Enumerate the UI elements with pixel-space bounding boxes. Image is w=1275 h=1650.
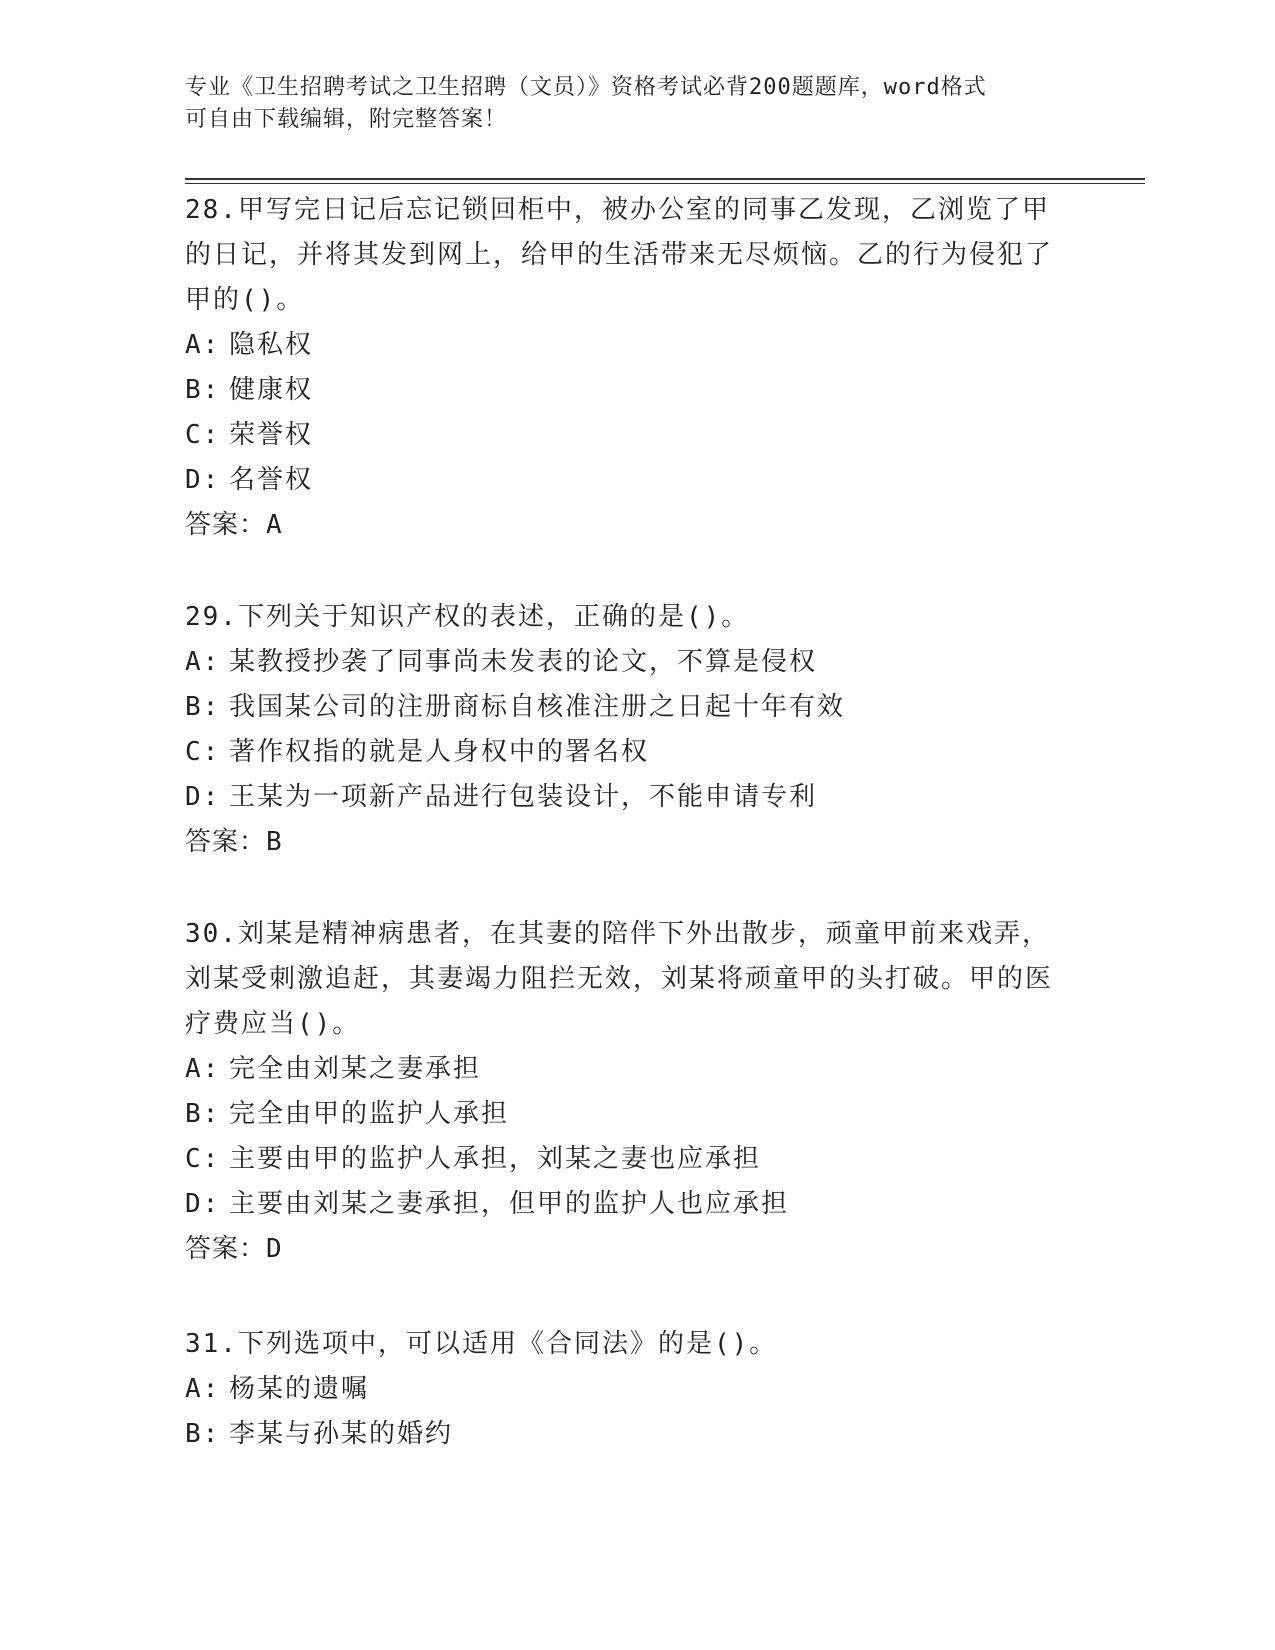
answer-value: B [266,827,283,857]
answer-line [185,503,1065,548]
option-letter: A: [185,330,221,360]
question-stem: 29.下列关于知识产权的表述，正确的是()。 [185,602,750,632]
option-text: 王某为一项新产品进行包装设计，不能申请专利 [229,782,818,812]
option-letter: C: [185,1144,221,1174]
header-line-1: 专业《卫生招聘考试之卫生招聘（文员）》资格考试必背200题题库，word格式 [185,75,987,100]
question-30 [185,912,1065,1272]
option-text: 我国某公司的注册商标自核准注册之日起十年有效 [229,692,846,722]
answer-label: 答案： [185,827,267,857]
option-letter: B: [185,375,221,405]
option-b [185,685,1065,730]
option-c [185,413,1065,458]
option-letter: D: [185,465,221,495]
question-31 [185,1322,1065,1457]
option-a [185,640,1065,685]
question-stem: 31.下列选项中，可以适用《合同法》的是()。 [185,1329,778,1359]
answer-label: 答案： [185,1234,267,1264]
header-divider-thin [185,183,1145,184]
option-letter: D: [185,782,221,812]
option-text: 杨某的遗嘱 [229,1374,370,1404]
question-stem: 28.甲写完日记后忘记锁回柜中，被办公室的同事乙发现，乙浏览了甲的日记，并将其发到网上，给甲的生活带来无尽烦恼。乙的行为侵犯了甲的()。 [185,195,1054,315]
header-divider-thick [185,178,1145,180]
document-header [185,72,1085,136]
option-letter: B: [185,1419,221,1449]
header-line-2: 可自由下载编辑，附完整答案！ [185,107,508,132]
option-text: 完全由刘某之妻承担 [229,1054,482,1084]
option-a [185,323,1065,368]
option-b [185,1092,1065,1137]
answer-value: D [266,1234,283,1264]
option-text: 某教授抄袭了同事尚未发表的论文，不算是侵权 [229,647,818,677]
option-b [185,1412,1065,1457]
option-text: 完全由甲的监护人承担 [229,1099,510,1129]
option-text: 主要由甲的监护人承担，刘某之妻也应承担 [229,1144,762,1174]
option-d [185,1182,1065,1227]
option-text: 著作权指的就是人身权中的署名权 [229,737,650,767]
option-b [185,368,1065,413]
option-c [185,1137,1065,1182]
option-letter: A: [185,1374,221,1404]
option-text: 名誉权 [229,465,314,495]
question-28 [185,188,1065,548]
option-a [185,1047,1065,1092]
option-letter: B: [185,692,221,722]
option-text: 荣誉权 [229,420,314,450]
option-letter: D: [185,1189,221,1219]
option-text: 主要由刘某之妻承担，但甲的监护人也应承担 [229,1189,790,1219]
option-text: 健康权 [229,375,314,405]
option-letter: C: [185,420,221,450]
answer-value: A [266,510,283,540]
option-c [185,730,1065,775]
answer-label: 答案： [185,510,267,540]
option-letter: A: [185,1054,221,1084]
option-letter: A: [185,647,221,677]
answer-line [185,1227,1065,1272]
option-text: 李某与孙某的婚约 [229,1419,454,1449]
answer-line [185,820,1065,865]
option-a [185,1367,1065,1412]
question-stem: 30.刘某是精神病患者，在其妻的陪伴下外出散步，顽童甲前来戏弄，刘某受刺激追赶，其妻竭力阻拦无效，刘某将顽童甲的头打破。甲的医疗费应当()。 [185,919,1054,1039]
question-29 [185,595,1065,865]
option-d [185,775,1065,820]
option-letter: C: [185,737,221,767]
option-letter: B: [185,1099,221,1129]
option-text: 隐私权 [229,330,314,360]
option-d [185,458,1065,503]
